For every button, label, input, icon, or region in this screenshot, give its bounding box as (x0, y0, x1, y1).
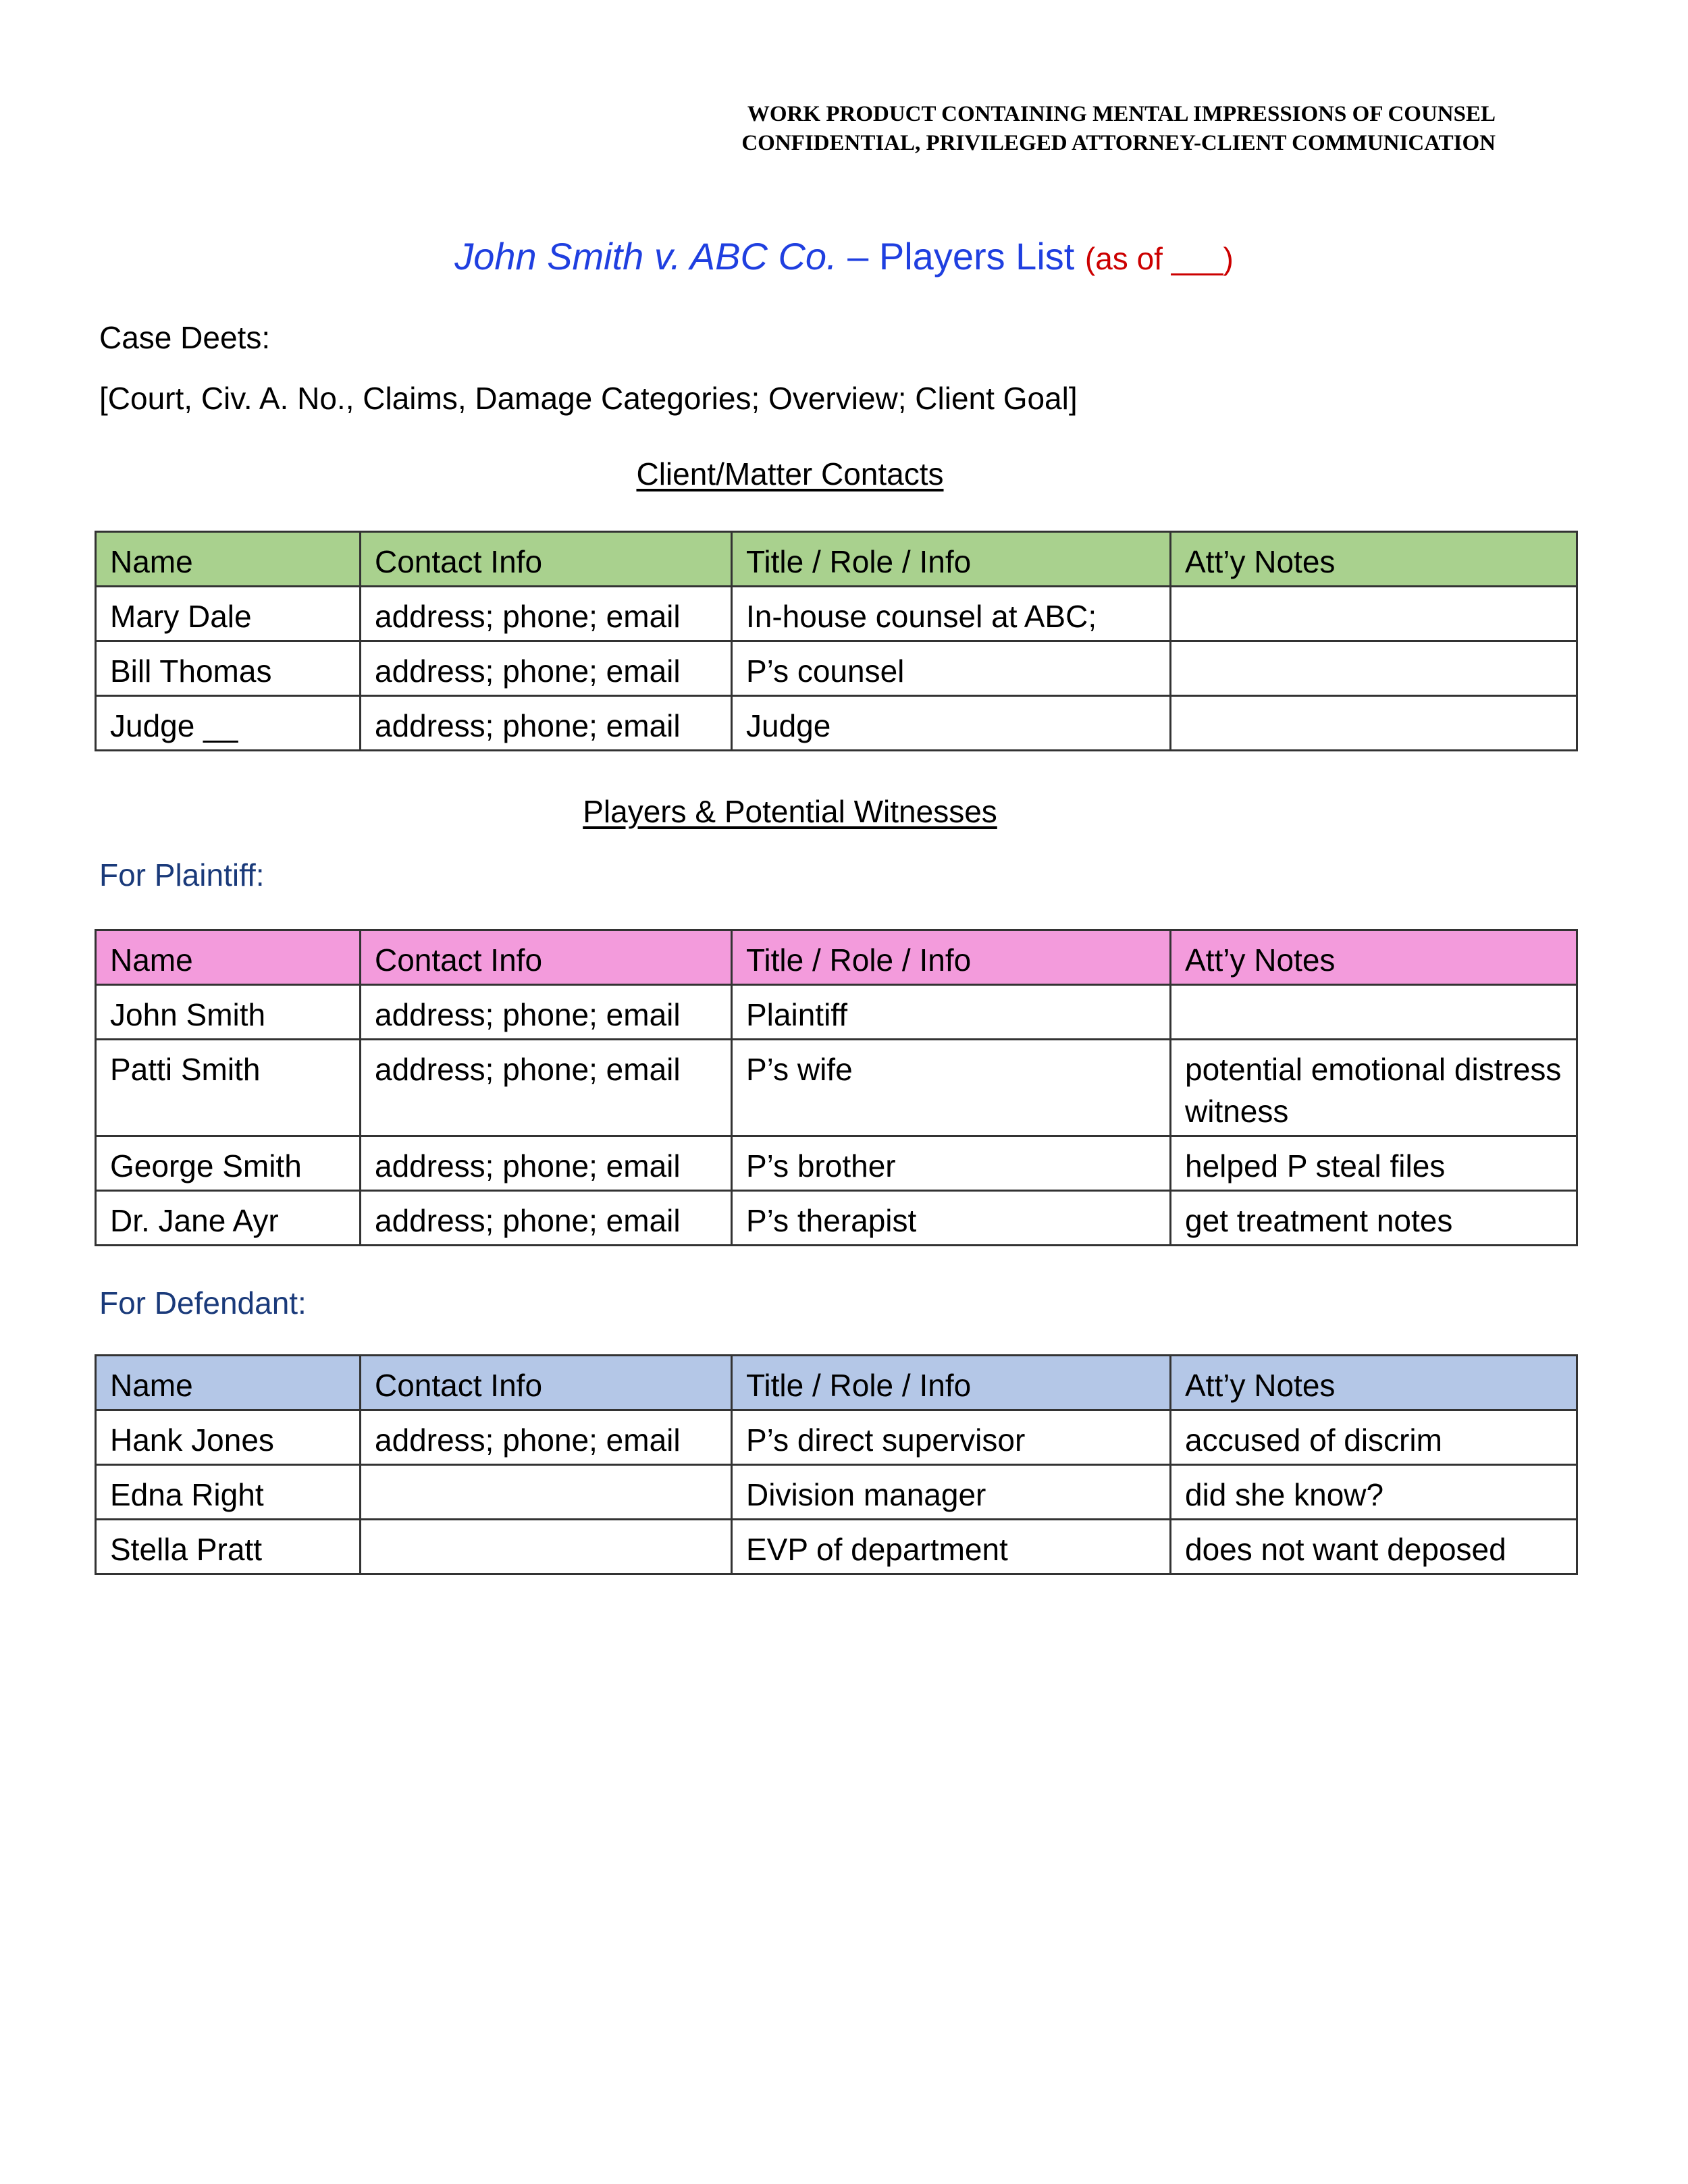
cell-role: P’s wife (732, 1040, 1171, 1136)
table-header-row (96, 930, 1577, 985)
cell-name: John Smith (96, 985, 361, 1040)
cell-contact: address; phone; email (361, 985, 732, 1040)
document-title (0, 233, 1688, 282)
column-header-contact: Contact Info (361, 930, 732, 985)
table-row (96, 1136, 1577, 1191)
cell-notes: helped P steal files (1171, 1136, 1577, 1191)
table-row (96, 1040, 1577, 1136)
column-header-notes: Att’y Notes (1171, 532, 1577, 587)
cell-name: Hank Jones (96, 1410, 361, 1465)
table-row (96, 1520, 1577, 1574)
client-contacts-heading: Client/Matter Contacts (636, 456, 944, 491)
column-header-role: Title / Role / Info (732, 1356, 1171, 1410)
cell-role: In-house counsel at ABC; (732, 587, 1171, 641)
cell-name: Bill Thomas (96, 641, 361, 696)
cell-notes (1171, 641, 1577, 696)
table-header-row (96, 1356, 1577, 1410)
case-name: John Smith v. ABC Co. (454, 235, 837, 277)
client-contacts-table (95, 531, 1578, 751)
table-row (96, 1191, 1577, 1246)
cell-contact (361, 1520, 732, 1574)
cell-name: Dr. Jane Ayr (96, 1191, 361, 1246)
table-row (96, 587, 1577, 641)
cell-name: Patti Smith (96, 1040, 361, 1136)
case-details-label: Case Deets: (99, 320, 271, 355)
cell-notes: does not want deposed (1171, 1520, 1577, 1574)
cell-notes: get treatment notes (1171, 1191, 1577, 1246)
column-header-contact: Contact Info (361, 1356, 732, 1410)
cell-role: P’s counsel (732, 641, 1171, 696)
cell-name: Mary Dale (96, 587, 361, 641)
cell-name: Edna Right (96, 1465, 361, 1520)
cell-role: EVP of department (732, 1520, 1171, 1574)
as-of-date: (as of ___) (1084, 241, 1234, 276)
column-header-role: Title / Role / Info (732, 930, 1171, 985)
cell-contact: address; phone; email (361, 641, 732, 696)
column-header-role: Title / Role / Info (732, 532, 1171, 587)
cell-role: Division manager (732, 1465, 1171, 1520)
cell-role: P’s brother (732, 1136, 1171, 1191)
cell-notes (1171, 587, 1577, 641)
defendant-table (95, 1354, 1578, 1575)
witnesses-heading: Players & Potential Witnesses (583, 794, 997, 829)
cell-notes: potential emotional distress witness (1171, 1040, 1577, 1136)
cell-role: Judge (732, 696, 1171, 751)
cell-notes: did she know? (1171, 1465, 1577, 1520)
cell-contact: address; phone; email (361, 587, 732, 641)
table-header-row (96, 532, 1577, 587)
cell-notes (1171, 696, 1577, 751)
cell-contact: address; phone; email (361, 696, 732, 751)
table-row (96, 641, 1577, 696)
cell-role: P’s direct supervisor (732, 1410, 1171, 1465)
column-header-name: Name (96, 532, 361, 587)
cell-contact: address; phone; email (361, 1410, 732, 1465)
defendant-label: For Defendant: (99, 1285, 307, 1321)
cell-contact (361, 1465, 732, 1520)
cell-contact: address; phone; email (361, 1191, 732, 1246)
cell-notes (1171, 985, 1577, 1040)
column-header-notes: Att’y Notes (1171, 1356, 1577, 1410)
cell-notes: accused of discrim (1171, 1410, 1577, 1465)
confidentiality-line-1: WORK PRODUCT CONTAINING MENTAL IMPRESSIONS OF COUNSEL (747, 102, 1496, 126)
confidentiality-header (741, 100, 1496, 158)
table-row (96, 1465, 1577, 1520)
cell-name: George Smith (96, 1136, 361, 1191)
column-header-name: Name (96, 930, 361, 985)
plaintiff-table (95, 929, 1578, 1246)
case-details-text: [Court, Civ. A. No., Claims, Damage Categories; Overview; Client Goal] (99, 381, 1078, 416)
column-header-name: Name (96, 1356, 361, 1410)
column-header-notes: Att’y Notes (1171, 930, 1577, 985)
title-separator: – (837, 235, 879, 277)
table-row (96, 985, 1577, 1040)
table-row (96, 1410, 1577, 1465)
plaintiff-label: For Plaintiff: (99, 857, 265, 893)
column-header-contact: Contact Info (361, 532, 732, 587)
cell-contact: address; phone; email (361, 1136, 732, 1191)
cell-role: Plaintiff (732, 985, 1171, 1040)
cell-name: Judge __ (96, 696, 361, 751)
confidentiality-line-2: CONFIDENTIAL, PRIVILEGED ATTORNEY-CLIENT COMMUNICATION (741, 131, 1496, 155)
cell-role: P’s therapist (732, 1191, 1171, 1246)
table-row (96, 696, 1577, 751)
players-list-label: Players List (878, 235, 1075, 277)
cell-name: Stella Pratt (96, 1520, 361, 1574)
cell-contact: address; phone; email (361, 1040, 732, 1136)
